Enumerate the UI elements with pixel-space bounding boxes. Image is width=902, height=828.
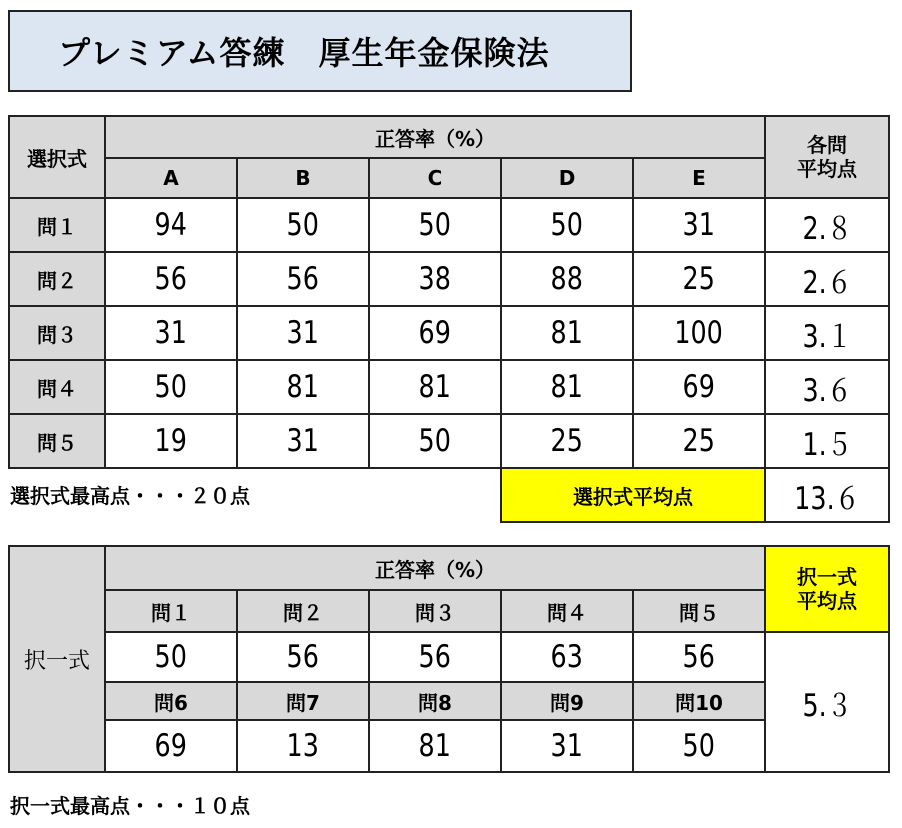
rate-cell: 19 — [105, 414, 237, 468]
table-row — [9, 414, 889, 468]
rate-cell: 56 — [633, 632, 765, 682]
rate-cell: 69 — [633, 360, 765, 414]
rate-cell: 50 — [105, 632, 237, 682]
row-label: 問２ — [9, 252, 105, 306]
question-header: 問５ — [633, 590, 765, 632]
rate-cell: 25 — [501, 414, 633, 468]
page-title: プレミアム答練 厚生年金保険法 — [8, 10, 632, 92]
row-label: 問４ — [9, 360, 105, 414]
choice-avg-header — [765, 116, 889, 198]
column-header-a: A — [105, 158, 237, 198]
avg-cell: 3.６ — [765, 360, 889, 414]
table-row — [9, 632, 889, 682]
table-row — [9, 720, 889, 772]
rate-cell: 100 — [633, 306, 765, 360]
column-header-c: C — [369, 158, 501, 198]
rate-cell: 56 — [237, 632, 369, 682]
question-header: 問１ — [105, 590, 237, 632]
rate-cell: 81 — [237, 360, 369, 414]
question-header: 問３ — [369, 590, 501, 632]
avg-cell: 2.６ — [765, 252, 889, 306]
multiple-avg-value: 5.３ — [765, 632, 889, 772]
rate-cell: 25 — [633, 414, 765, 468]
multiple-side-label: 択一式 — [9, 546, 105, 772]
choice-max-note: 選択式最高点・・・２０点 — [10, 484, 250, 508]
rate-cell: 56 — [105, 252, 237, 306]
question-header: 問４ — [501, 590, 633, 632]
rate-cell: 81 — [501, 360, 633, 414]
question-header: 問7 — [237, 682, 369, 720]
question-header: 問6 — [105, 682, 237, 720]
rate-cell: 69 — [105, 720, 237, 772]
rate-cell: 88 — [501, 252, 633, 306]
column-header-e: E — [633, 158, 765, 198]
avg-cell: 2.８ — [765, 198, 889, 252]
rate-cell: 31 — [237, 306, 369, 360]
choice-rate-header: 正答率（%） — [105, 116, 765, 158]
rate-cell: 81 — [501, 306, 633, 360]
rate-cell: 50 — [501, 198, 633, 252]
column-header-b: B — [237, 158, 369, 198]
rate-cell: 50 — [369, 414, 501, 468]
column-header-d: D — [501, 158, 633, 198]
choice-side-header: 選択式 — [9, 116, 105, 198]
choice-total-avg-label: 選択式平均点 — [501, 468, 765, 522]
choice-avg-header-line2: 平均点 — [797, 157, 857, 181]
multiple-avg-header — [765, 546, 889, 632]
question-header: 問9 — [501, 682, 633, 720]
multiple-avg-header-line2: 平均点 — [797, 589, 857, 613]
rate-cell: 63 — [501, 632, 633, 682]
rate-cell: 31 — [237, 414, 369, 468]
row-label: 問５ — [9, 414, 105, 468]
rate-cell: 50 — [105, 360, 237, 414]
multiple-max-note: 択一式最高点・・・１０点 — [10, 794, 250, 818]
rate-cell: 81 — [369, 360, 501, 414]
row-label: 問１ — [9, 198, 105, 252]
multiple-choice-score-table — [8, 545, 890, 773]
rate-cell: 31 — [501, 720, 633, 772]
rate-cell: 94 — [105, 198, 237, 252]
rate-cell: 13 — [237, 720, 369, 772]
multiple-rate-header: 正答率（%） — [105, 546, 765, 590]
rate-cell: 56 — [237, 252, 369, 306]
rate-cell: 81 — [369, 720, 501, 772]
rate-cell: 31 — [105, 306, 237, 360]
question-header: 問10 — [633, 682, 765, 720]
table-row — [9, 252, 889, 306]
table-row — [9, 360, 889, 414]
rate-cell: 38 — [369, 252, 501, 306]
choice-total-avg-value: 13.６ — [765, 468, 889, 522]
rate-cell: 25 — [633, 252, 765, 306]
rate-cell: 50 — [237, 198, 369, 252]
choice-avg-header-line1: 各問 — [807, 133, 847, 157]
question-header: 問２ — [237, 590, 369, 632]
multiple-avg-header-line1: 択一式 — [797, 565, 857, 589]
table-row — [9, 198, 889, 252]
avg-cell: 3.１ — [765, 306, 889, 360]
row-label: 問３ — [9, 306, 105, 360]
question-header: 問8 — [369, 682, 501, 720]
choice-score-table — [8, 115, 890, 523]
avg-cell: 1.５ — [765, 414, 889, 468]
table-row — [9, 306, 889, 360]
rate-cell: 50 — [633, 720, 765, 772]
rate-cell: 69 — [369, 306, 501, 360]
rate-cell: 31 — [633, 198, 765, 252]
rate-cell: 50 — [369, 198, 501, 252]
rate-cell: 56 — [369, 632, 501, 682]
